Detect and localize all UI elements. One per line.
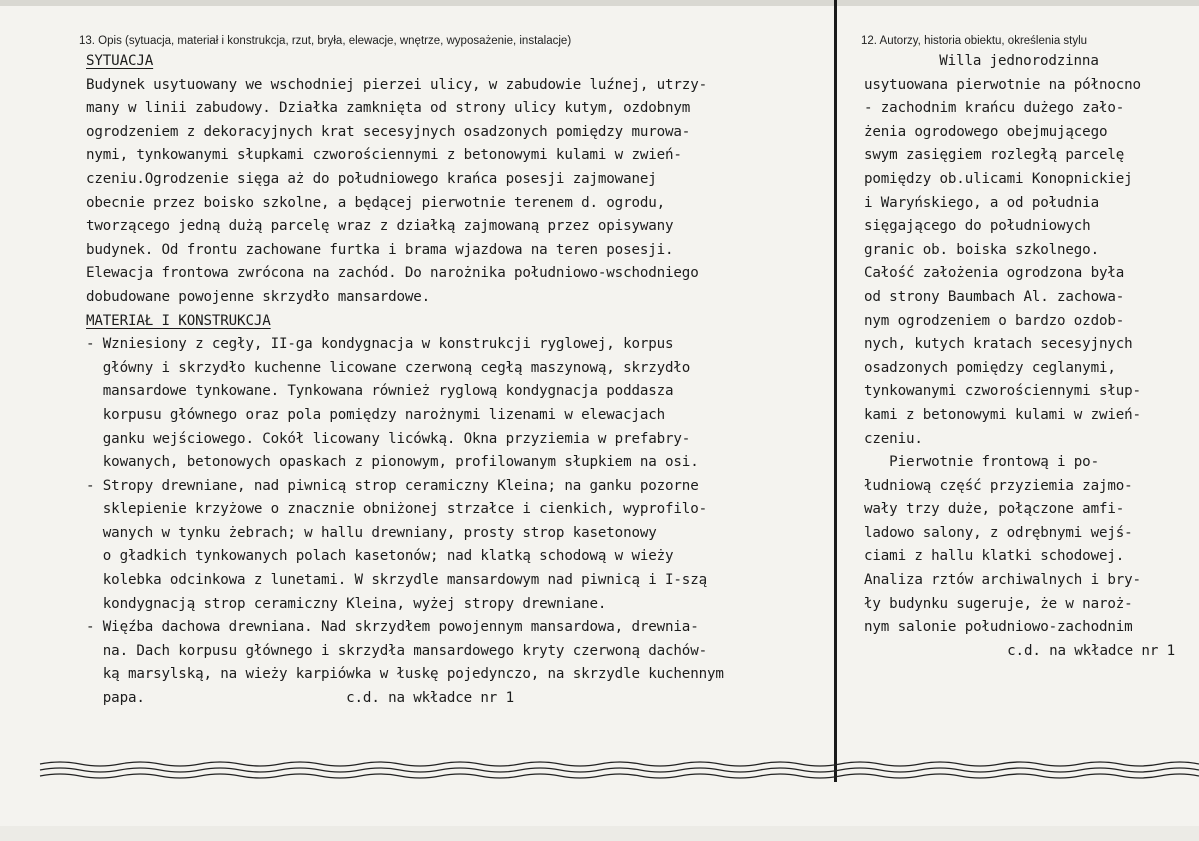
history-column <box>845 32 1193 663</box>
scan-edge-top <box>0 0 1199 6</box>
text-line: korpusu głównego oraz pola pomiędzy narożnymi lizenami w elewacjach <box>86 406 666 423</box>
text-line: kondygnacją strop ceramiczny Kleina, wyżej stropy drewniane. <box>86 595 607 612</box>
text-line: od strony Baumbach Al. zachowa- <box>864 288 1125 305</box>
text-line: kami z betonowymi kulami w zwień- <box>864 406 1141 423</box>
section-heading: SYTUACJA <box>86 53 154 69</box>
text-line: kowanych, betonowych opaskach z pionowym, profilowanym słupkiem na osi. <box>86 454 699 471</box>
text-line: mansardowe tynkowane. Tynkowana również ryglową kondygnacja poddasza <box>86 383 674 400</box>
text-line: sklepienie krzyżowe o znacznie obniżonej strzałce i cienkich, wyprofilo- <box>86 501 707 518</box>
text-line: główny i skrzydło kuchenne licowane czerwoną cegłą maszynową, skrzydło <box>86 359 691 376</box>
text-line: Całość założenia ogrodzona była <box>864 265 1125 282</box>
text-line: czeniu. <box>864 430 923 447</box>
text-line: na. Dach korpusu głównego i skrzydła mansardowego kryty czerwoną dachów- <box>86 642 707 659</box>
text-line: Pierwotnie frontową i po- <box>864 454 1099 471</box>
text-line: wanych w tynku żebrach; w hallu drewniany, prosty strop kasetonowy <box>86 524 657 541</box>
text-line: tworzącego jedną dużą parcelę wraz z działką zajmowaną przez opisywany <box>86 218 674 235</box>
text-line: kolebka odcinkowa z lunetami. W skrzydle mansardowym nad piwnicą i I-szą <box>86 572 707 589</box>
text-line: Elewacja frontowa zwrócona na zachód. Do narożnika południowo-wschodniego <box>86 265 699 282</box>
text-line: c.d. na wkładce nr 1 <box>1007 642 1175 659</box>
text-line: ogrodzeniem z dekoracyjnych krat secesyjnych osadzonych pomiędzy murowa- <box>86 123 691 140</box>
text-line: ganku wejściowego. Cokół licowany licówką. Okna przyziemia w prefabry- <box>86 430 691 447</box>
description-text <box>60 50 836 711</box>
text-line: papa. c.d. na wkładce nr 1 <box>86 690 514 707</box>
text-line: ły budynku sugeruje, że w naroż- <box>864 595 1133 612</box>
text-line: - Więźba dachowa drewniana. Nad skrzydłem powojennym mansardowa, drewnia- <box>86 619 699 636</box>
text-line: nych, kutych kratach secesyjnych <box>864 336 1133 353</box>
text-line: Analiza rztów archiwalnych i bry- <box>864 572 1141 589</box>
section-13-header: 13. Opis (sytuacja, materiał i konstrukcja, rzut, bryła, elewacje, wnętrze, wyposażenie, instalacje) <box>79 35 572 47</box>
text-line: nym salonie południowo-zachodnim <box>864 619 1133 636</box>
text-line: i Waryńskiego, a od południa <box>864 194 1099 211</box>
description-column <box>60 32 836 711</box>
text-line: wały trzy duże, połączone amfi- <box>864 501 1125 518</box>
text-line: żenia ogrodowego obejmującego <box>864 123 1108 140</box>
text-line: osadzonych pomiędzy ceglanymi, <box>864 359 1116 376</box>
form-bottom-border <box>0 752 1199 786</box>
text-line: czeniu.Ogrodzenie sięga aż do południowego krańca posesji zajmowanej <box>86 170 657 187</box>
section-heading: MATERIAŁ I KONSTRUKCJA <box>86 312 271 329</box>
scan-edge-bottom <box>0 826 1199 841</box>
text-line: pomiędzy ob.ulicami Konopnickiej <box>864 170 1133 187</box>
text-line: o gładkich tynkowanych polach kasetonów; nad klatką schodową w wieży <box>86 548 674 565</box>
history-text <box>845 50 1193 663</box>
text-line: - Stropy drewniane, nad piwnicą strop ceramiczny Kleina; na ganku pozorne <box>86 477 699 494</box>
text-line: nymi, tynkowanymi słupkami czworościennymi z betonowymi kulami w zwień- <box>86 147 682 164</box>
text-line: dobudowane powojenne skrzydło mansardowe. <box>86 288 431 305</box>
text-line: swym zasięgiem rozległą parcelę <box>864 147 1125 164</box>
column-divider <box>834 0 837 782</box>
text-line: usytuowana pierwotnie na północno <box>864 76 1141 93</box>
text-line: ladowo salony, z odrębnymi wejś- <box>864 524 1133 541</box>
text-line: many w linii zabudowy. Działka zamknięta od strony ulicy kutym, ozdobnym <box>86 100 691 117</box>
text-line: - Wzniesiony z cegły, II-ga kondygnacja w konstrukcji ryglowej, korpus <box>86 336 674 353</box>
text-line: ką marsylską, na wieży karpiówka w łuskę pojedynczo, na skrzydle kuchennym <box>86 666 724 683</box>
text-line: budynek. Od frontu zachowane furtka i brama wjazdowa na teren posesji. <box>86 241 674 258</box>
section-12-header: 12. Autorzy, historia obiektu, określenia stylu <box>861 35 1088 47</box>
text-line: - zachodnim krańcu dużego zało- <box>864 100 1125 117</box>
text-line: sięgającego do południowych <box>864 218 1091 235</box>
text-line: tynkowanymi czworościennymi słup- <box>864 383 1141 400</box>
text-line: nym ogrodzeniem o bardzo ozdob- <box>864 312 1125 329</box>
wavy-border-lines <box>0 752 1199 786</box>
text-line: ciami z hallu klatki schodowej. <box>864 548 1125 565</box>
text-line: Budynek usytuowany we wschodniej pierzei ulicy, w zabudowie luźnej, utrzy- <box>86 76 707 93</box>
text-line: obecnie przez boisko szkolne, a będącej pierwotnie terenem d. ogrodu, <box>86 194 666 211</box>
text-line: łudniową część przyziemia zajmo- <box>864 477 1133 494</box>
text-line: Willa jednorodzinna <box>939 53 1099 69</box>
text-line: granic ob. boiska szkolnego. <box>864 241 1099 258</box>
